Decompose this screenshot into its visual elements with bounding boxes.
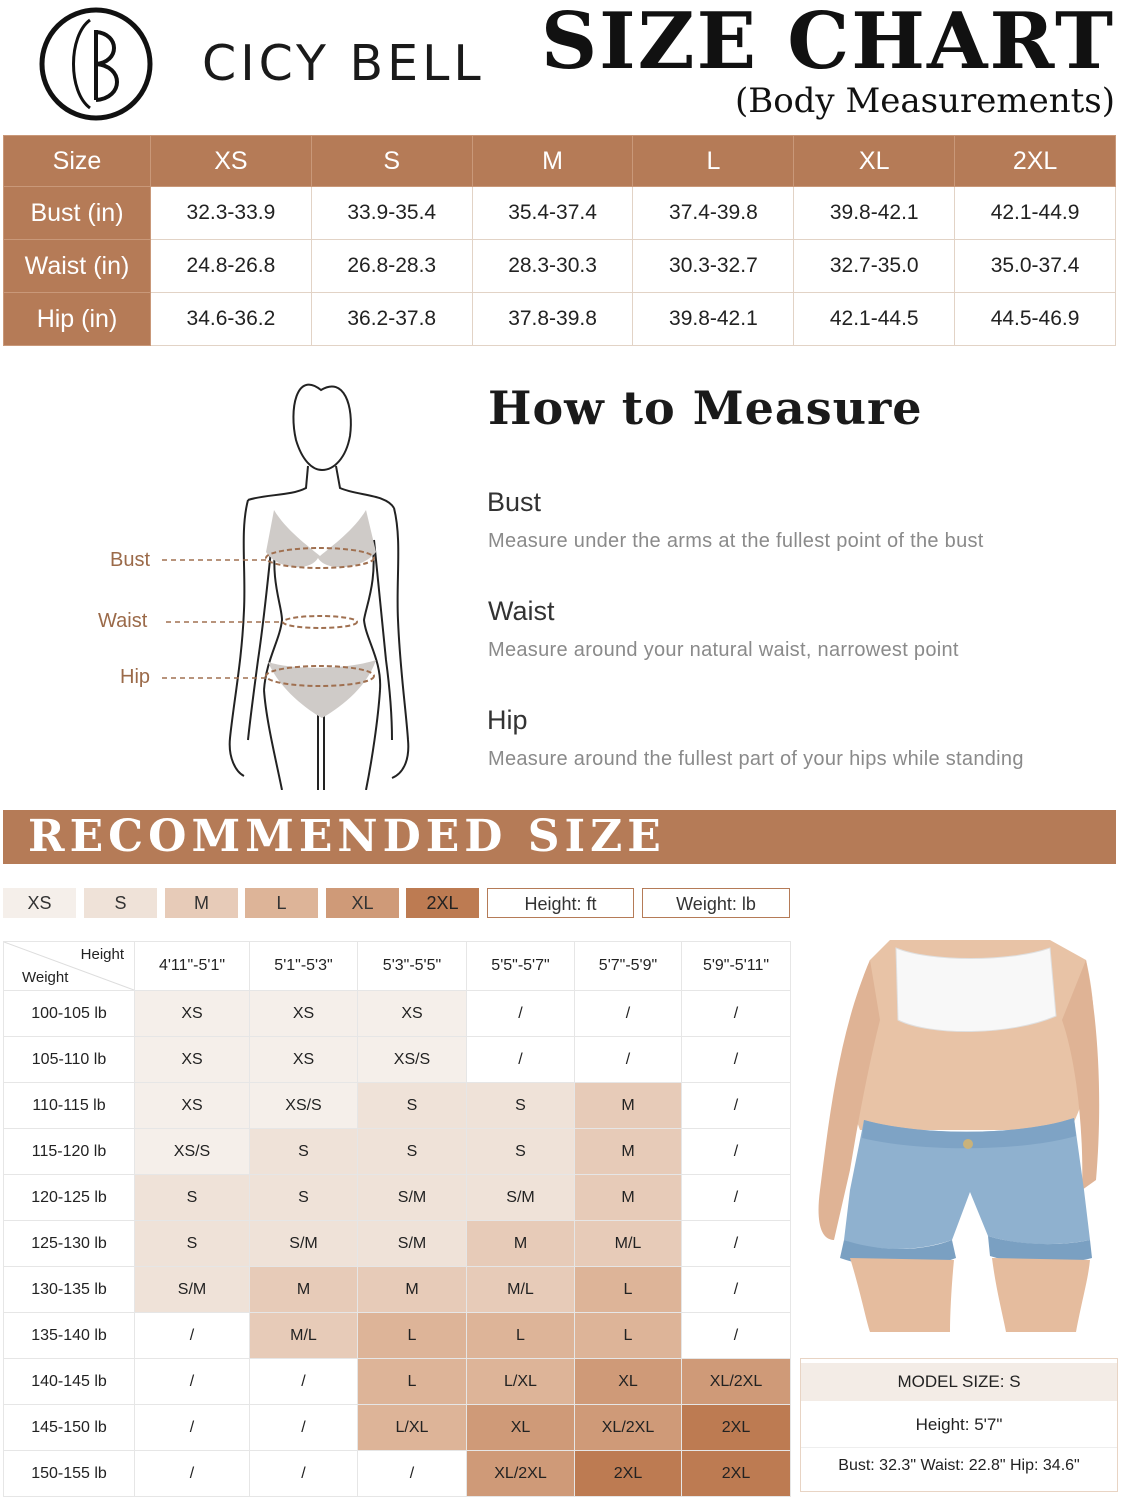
size-cell: M/L — [467, 1267, 575, 1313]
size-cell: L/XL — [467, 1359, 575, 1405]
size-col-s: S — [311, 136, 472, 187]
body-measurement-table — [3, 135, 1116, 346]
table-cell: 30.3-32.7 — [633, 240, 794, 293]
legend-xl: XL — [326, 888, 399, 918]
table-cell: 34.6-36.2 — [151, 293, 312, 346]
size-cell: / — [135, 1359, 250, 1405]
size-cell: L — [467, 1313, 575, 1359]
measure-bust-heading: Bust — [487, 487, 542, 517]
size-header: Size — [4, 136, 151, 187]
size-cell: L — [358, 1313, 467, 1359]
table-cell: 33.9-35.4 — [311, 187, 472, 240]
table-row — [4, 1037, 791, 1083]
legend-s: S — [84, 888, 157, 918]
size-cell: S/M — [467, 1175, 575, 1221]
size-cell: L — [575, 1267, 682, 1313]
model-size: MODEL SIZE: S — [801, 1363, 1117, 1401]
size-cell: / — [682, 1129, 791, 1175]
size-cell: / — [682, 1267, 791, 1313]
table-row — [4, 1221, 791, 1267]
height-col: 5'9"-5'11" — [682, 942, 791, 991]
size-cell: XS — [250, 1037, 358, 1083]
model-info-card — [800, 1358, 1118, 1492]
size-cell: XS — [135, 991, 250, 1037]
table-cell: 32.7-35.0 — [794, 240, 955, 293]
size-cell: L — [358, 1359, 467, 1405]
table-cell: 36.2-37.8 — [311, 293, 472, 346]
height-col: 5'1"-5'3" — [250, 942, 358, 991]
size-cell: S/M — [358, 1175, 467, 1221]
weight-row-label: 110-115 lb — [4, 1083, 135, 1129]
size-cell: S — [135, 1221, 250, 1267]
table-cell: 44.5-46.9 — [955, 293, 1116, 346]
measure-waist-heading: Waist — [488, 596, 555, 626]
size-cell: / — [682, 1175, 791, 1221]
weight-row-label: 125-130 lb — [4, 1221, 135, 1267]
table-cell: 28.3-30.3 — [472, 240, 633, 293]
size-cell: XL — [467, 1405, 575, 1451]
table-row — [4, 1405, 791, 1451]
size-col-xl: XL — [794, 136, 955, 187]
table-cell: 35.0-37.4 — [955, 240, 1116, 293]
table-row — [4, 240, 1116, 293]
weight-row-label: 130-135 lb — [4, 1267, 135, 1313]
table-cell: 37.4-39.8 — [633, 187, 794, 240]
corner-height-label: Height — [80, 946, 124, 963]
size-cell: L — [575, 1313, 682, 1359]
size-cell: XS — [135, 1037, 250, 1083]
size-cell: XS — [358, 991, 467, 1037]
size-cell: M — [575, 1129, 682, 1175]
size-cell: 2XL — [682, 1405, 791, 1451]
page-title: SIZE CHART — [540, 0, 1115, 87]
size-col-xs: XS — [151, 136, 312, 187]
height-col: 5'3"-5'5" — [358, 942, 467, 991]
legend-l: L — [245, 888, 318, 918]
size-cell: M — [575, 1175, 682, 1221]
legend-weight-unit: Weight: lb — [642, 888, 790, 918]
table-cell: 26.8-28.3 — [311, 240, 472, 293]
table-cell: 39.8-42.1 — [633, 293, 794, 346]
size-cell: S/M — [358, 1221, 467, 1267]
model-measurements: Bust: 32.3" Waist: 22.8" Hip: 34.6" — [801, 1447, 1117, 1484]
size-col-2xl: 2XL — [955, 136, 1116, 187]
table-row — [4, 1451, 791, 1497]
size-cell: / — [682, 991, 791, 1037]
table-row — [4, 1313, 791, 1359]
weight-row-label: 135-140 lb — [4, 1313, 135, 1359]
model-photo — [800, 940, 1116, 1332]
size-cell: / — [682, 1313, 791, 1359]
size-cell: / — [467, 991, 575, 1037]
size-col-l: L — [633, 136, 794, 187]
weight-row-label: 115-120 lb — [4, 1129, 135, 1175]
table-row — [4, 1129, 791, 1175]
height-col: 5'5"-5'7" — [467, 942, 575, 991]
row-label-bust: Bust (in) — [4, 187, 151, 240]
figure-label-waist: Waist — [98, 610, 148, 632]
table-row — [4, 991, 791, 1037]
recommended-size-table — [3, 941, 791, 1497]
height-col: 4'11"-5'1" — [135, 942, 250, 991]
size-cell: XL/2XL — [467, 1451, 575, 1497]
table-row — [4, 1175, 791, 1221]
size-cell: M — [467, 1221, 575, 1267]
size-cell: XL/2XL — [575, 1405, 682, 1451]
weight-row-label: 120-125 lb — [4, 1175, 135, 1221]
table-cell: 32.3-33.9 — [151, 187, 312, 240]
size-cell: XS/S — [135, 1129, 250, 1175]
table-header-row — [4, 136, 1116, 187]
size-cell: XS — [135, 1083, 250, 1129]
brand-name: CICY BELL — [202, 35, 485, 92]
size-cell: / — [250, 1359, 358, 1405]
weight-row-label: 105-110 lb — [4, 1037, 135, 1083]
legend-2xl: 2XL — [406, 888, 479, 918]
size-cell: S/M — [135, 1267, 250, 1313]
size-cell: M — [250, 1267, 358, 1313]
size-cell: / — [135, 1405, 250, 1451]
size-cell: / — [575, 991, 682, 1037]
size-cell: S — [250, 1175, 358, 1221]
size-cell: / — [682, 1037, 791, 1083]
size-cell: 2XL — [575, 1451, 682, 1497]
size-cell: XS — [250, 991, 358, 1037]
table-row — [4, 1267, 791, 1313]
size-cell: S — [467, 1083, 575, 1129]
table-cell: 35.4-37.4 — [472, 187, 633, 240]
weight-row-label: 140-145 lb — [4, 1359, 135, 1405]
corner-weight-label: Weight — [22, 969, 69, 986]
row-label-hip: Hip (in) — [4, 293, 151, 346]
size-cell: / — [135, 1451, 250, 1497]
table-corner — [4, 942, 135, 991]
measure-bust-desc: Measure under the arms at the fullest point of the bust — [488, 530, 984, 552]
table-cell: 39.8-42.1 — [794, 187, 955, 240]
size-cell: / — [682, 1083, 791, 1129]
measure-hip-heading: Hip — [487, 705, 528, 735]
table-row — [4, 187, 1116, 240]
size-cell: XS/S — [358, 1037, 467, 1083]
size-cell: M — [575, 1083, 682, 1129]
page-subtitle: (Body Measurements) — [734, 81, 1115, 121]
size-cell: XL — [575, 1359, 682, 1405]
legend-xs: XS — [3, 888, 76, 918]
size-cell: S — [358, 1083, 467, 1129]
legend-height-unit: Height: ft — [487, 888, 634, 918]
weight-row-label: 100-105 lb — [4, 991, 135, 1037]
figure-label-bust: Bust — [110, 549, 151, 571]
size-cell: / — [250, 1405, 358, 1451]
table-row — [4, 1083, 791, 1129]
measure-hip-desc: Measure around the fullest part of your hips while standing — [488, 748, 1024, 770]
size-cell: / — [135, 1313, 250, 1359]
figure-label-hip: Hip — [120, 666, 151, 688]
size-cell: S/M — [250, 1221, 358, 1267]
legend-m: M — [165, 888, 238, 918]
size-cell: S — [135, 1175, 250, 1221]
size-cell: L/XL — [358, 1405, 467, 1451]
size-cell: / — [358, 1451, 467, 1497]
recommended-title: RECOMMENDED SIZE — [28, 811, 666, 862]
how-to-measure-title: How to Measure — [488, 381, 923, 435]
table-cell: 42.1-44.9 — [955, 187, 1116, 240]
size-cell: XL/2XL — [682, 1359, 791, 1405]
size-cell: 2XL — [682, 1451, 791, 1497]
table-row — [4, 293, 1116, 346]
size-col-m: M — [472, 136, 633, 187]
weight-row-label: 150-155 lb — [4, 1451, 135, 1497]
size-cell: M — [358, 1267, 467, 1313]
row-label-waist: Waist (in) — [4, 240, 151, 293]
weight-row-label: 145-150 lb — [4, 1405, 135, 1451]
size-cell: S — [250, 1129, 358, 1175]
table-header-row — [4, 942, 791, 991]
size-cell: / — [467, 1037, 575, 1083]
size-cell: / — [682, 1221, 791, 1267]
size-cell: XS/S — [250, 1083, 358, 1129]
table-cell: 37.8-39.8 — [472, 293, 633, 346]
table-row — [4, 1359, 791, 1405]
height-col: 5'7"-5'9" — [575, 942, 682, 991]
size-cell: / — [250, 1451, 358, 1497]
body-outline-icon — [96, 370, 426, 790]
size-cell: M/L — [250, 1313, 358, 1359]
table-cell: 42.1-44.5 — [794, 293, 955, 346]
size-cell: S — [467, 1129, 575, 1175]
size-cell: M/L — [575, 1221, 682, 1267]
measure-waist-desc: Measure around your natural waist, narrowest point — [488, 639, 959, 661]
cb-monogram-icon — [38, 6, 156, 122]
table-cell: 24.8-26.8 — [151, 240, 312, 293]
size-cell: / — [575, 1037, 682, 1083]
size-cell: S — [358, 1129, 467, 1175]
model-height: Height: 5'7" — [915, 1415, 1003, 1434]
